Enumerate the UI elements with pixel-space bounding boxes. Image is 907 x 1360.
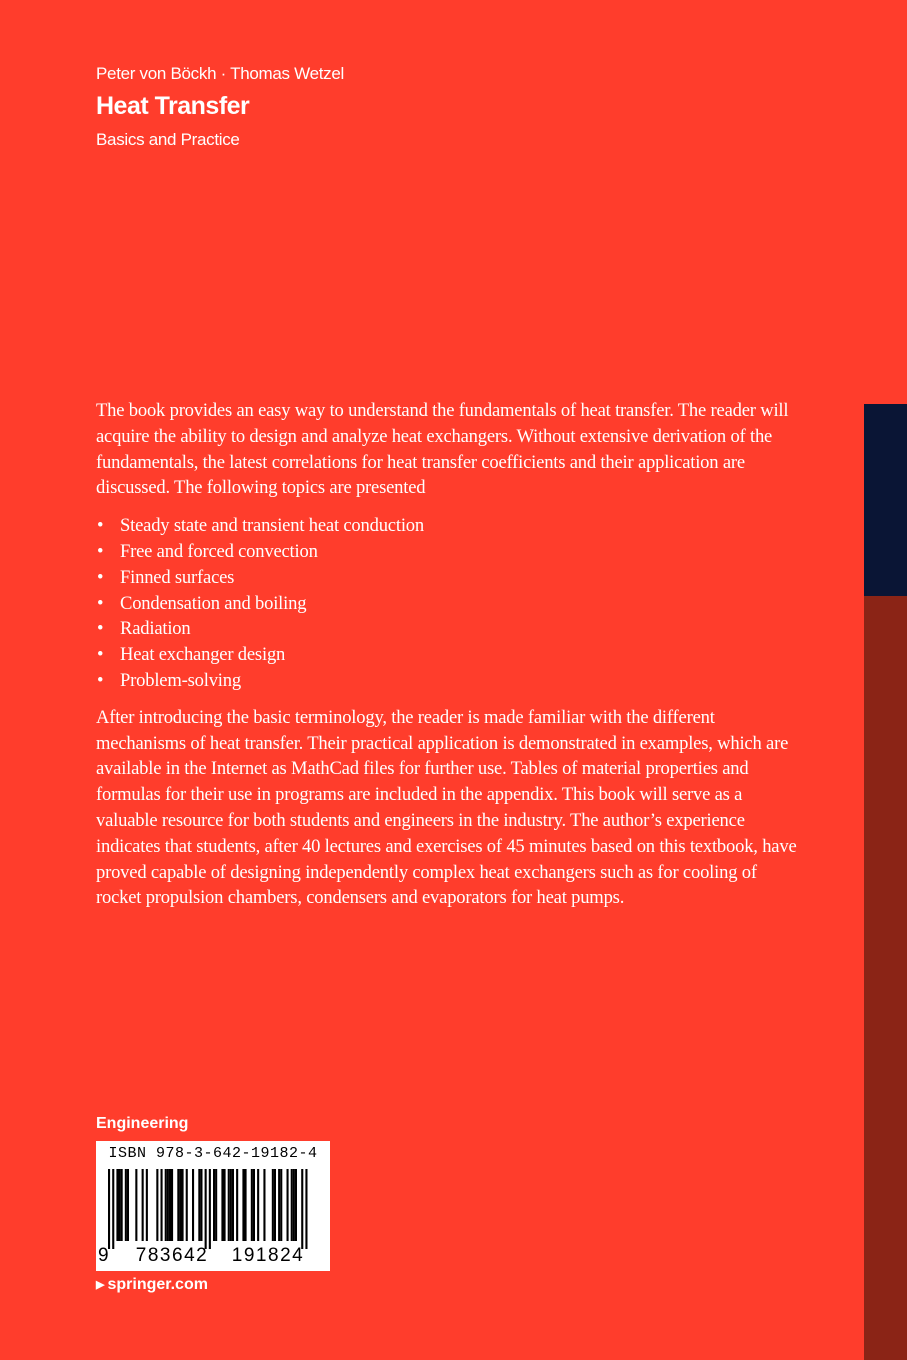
barcode-bar bbox=[287, 1169, 289, 1241]
barcode-bars bbox=[108, 1169, 318, 1249]
barcode-bar bbox=[169, 1169, 171, 1241]
barcode-bar bbox=[182, 1169, 184, 1241]
barcode-bar bbox=[293, 1169, 295, 1241]
barcode-bar bbox=[200, 1169, 202, 1241]
topic-item: • Free and forced convection bbox=[96, 539, 800, 565]
spine-top-block bbox=[864, 0, 907, 404]
barcode-bar bbox=[257, 1169, 259, 1241]
barcode-bar bbox=[186, 1169, 188, 1241]
barcode-bar bbox=[116, 1169, 118, 1241]
barcode-bar bbox=[274, 1169, 276, 1241]
topic-item: • Finned surfaces bbox=[96, 565, 800, 591]
ean-first-digit: 9 bbox=[98, 1245, 109, 1266]
barcode-bar bbox=[179, 1169, 181, 1241]
barcode-bar bbox=[142, 1169, 144, 1241]
barcode-bar bbox=[272, 1169, 274, 1241]
barcode-bar bbox=[192, 1169, 194, 1241]
barcode-bar bbox=[213, 1169, 215, 1241]
barcode-bar bbox=[263, 1169, 265, 1241]
barcode-bar bbox=[224, 1169, 226, 1241]
barcode-bar bbox=[119, 1169, 121, 1241]
barcode-bar bbox=[135, 1169, 137, 1241]
barcode-bar bbox=[146, 1169, 148, 1241]
isbn-barcode bbox=[96, 1141, 330, 1271]
description-closing: After introducing the basic terminology, the reader is made familiar with the different mechanisms of heat transfer. Their practical application is demonstrated in examples, which are available in the Internet as MathCad files for further use. Tables of material properties and formulas for their use in programs are included in the appendix. This book will serve as a valuable resource for both students and engineers in the industry. The author’s experience indicates that students, after 40 lectures and exercises of 45 minutes based on this textbook, have proved capable of designing independently complex heat exchangers such as for cooling of rocket propulsion chambers, condensers and evaporators for heat pumps. bbox=[96, 706, 797, 909]
barcode-bar bbox=[198, 1169, 200, 1241]
barcode-bar bbox=[295, 1169, 297, 1241]
barcode-bar bbox=[156, 1169, 158, 1241]
barcode-bar bbox=[221, 1169, 223, 1241]
barcode-bar bbox=[242, 1169, 244, 1241]
description bbox=[96, 398, 800, 911]
barcode-bar bbox=[253, 1169, 255, 1241]
barcode-bar bbox=[278, 1169, 280, 1241]
barcode-bar bbox=[171, 1169, 173, 1241]
barcode-bar bbox=[305, 1169, 307, 1249]
barcode-bar bbox=[112, 1169, 114, 1249]
topic-item: • Condensation and boiling bbox=[96, 591, 800, 617]
barcode-bar bbox=[236, 1169, 238, 1241]
barcode-bar bbox=[209, 1169, 211, 1249]
ean-left-digits: 783642 bbox=[135, 1245, 209, 1266]
topic-item: • Problem-solving bbox=[96, 668, 800, 694]
barcode-bar bbox=[232, 1169, 234, 1241]
barcode-bar bbox=[291, 1169, 293, 1241]
publisher-url: springer.com bbox=[107, 1276, 208, 1293]
authors: Peter von Böckh · Thomas Wetzel bbox=[96, 64, 345, 83]
barcode-bar bbox=[245, 1169, 247, 1241]
book-title: Heat Transfer bbox=[96, 92, 250, 120]
barcode-bar bbox=[125, 1169, 127, 1241]
barcode-bar bbox=[127, 1169, 129, 1241]
barcode-bar bbox=[108, 1169, 110, 1249]
description-intro: The book provides an easy way to understand the fundamentals of heat transfer. The reader will acquire the ability to design and analyze heat exchangers. Without extensive derivation of the fundamentals, the latest correlations for heat transfer coefficients and their application are discussed. The following topics are presented bbox=[96, 400, 789, 499]
topic-item: • Radiation bbox=[96, 616, 800, 642]
subject-category: Engineering bbox=[96, 1115, 189, 1132]
barcode-bar bbox=[280, 1169, 282, 1241]
barcode-bar bbox=[165, 1169, 167, 1241]
barcode-bar bbox=[205, 1169, 207, 1249]
barcode-bar bbox=[121, 1169, 123, 1241]
barcode-bar bbox=[228, 1169, 230, 1241]
barcode-bar bbox=[301, 1169, 303, 1249]
ean-right-digits: 191824 bbox=[231, 1245, 305, 1266]
barcode-bar bbox=[230, 1169, 232, 1241]
spine-navy-block bbox=[864, 404, 907, 596]
publisher-link[interactable] bbox=[96, 1276, 208, 1294]
topic-item: • Heat exchanger design bbox=[96, 642, 800, 668]
barcode-bar bbox=[167, 1169, 169, 1241]
barcode-bar bbox=[161, 1169, 163, 1241]
book-subtitle: Basics and Practice bbox=[96, 130, 240, 149]
triangle-right-icon: ▶ bbox=[96, 1279, 105, 1291]
barcode-bar bbox=[251, 1169, 253, 1241]
isbn-label: ISBN 978-3-642-19182-4 bbox=[108, 1145, 318, 1162]
topic-list bbox=[96, 513, 800, 694]
barcode-bar bbox=[215, 1169, 217, 1241]
topic-item: • Steady state and transient heat conduction bbox=[96, 513, 800, 539]
barcode-bar bbox=[177, 1169, 179, 1241]
